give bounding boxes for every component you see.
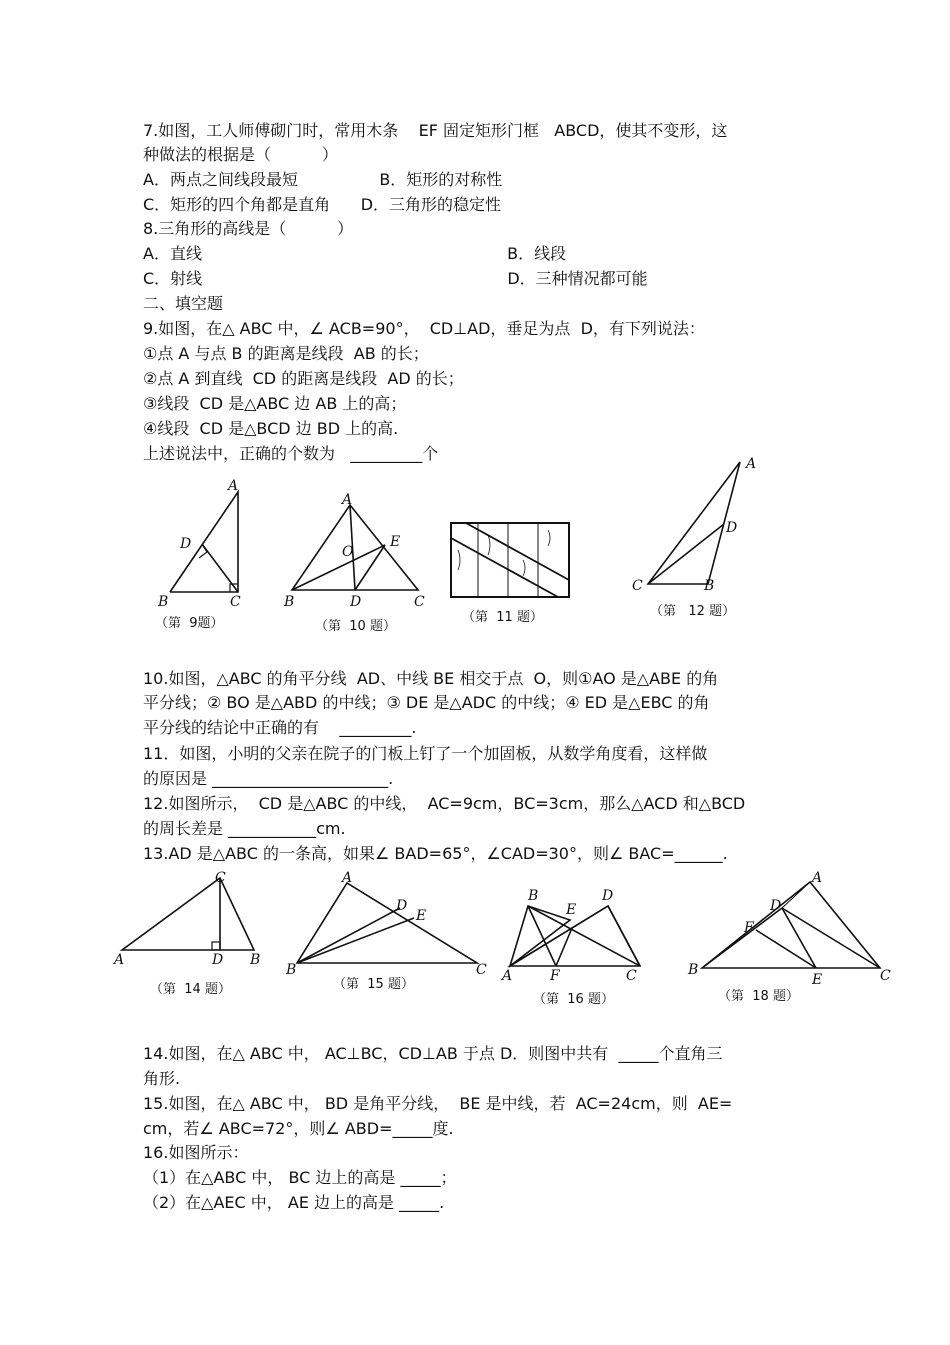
caption-q18: （第 18 题） [718, 989, 799, 1004]
q12-line-2: 的周长差是 ___________cm. [143, 819, 346, 838]
q16-stem: 16.如图所示： [143, 1143, 249, 1162]
q15-line-2: cm，若∠ ABC=72°，则∠ ABD=_____度. [143, 1119, 454, 1138]
q10-line-1: 10.如图，△ABC 的角平分线 AD、中线 BE 相交于点 O，则①AO 是△ABE 的角 [143, 669, 719, 688]
q10-line-2: 平分线；② BO 是△ABD 的中线；③ DE 是△ADC 的中线；④ ED 是△EBC 的角 [143, 693, 710, 712]
caption-q14: （第 14 题） [150, 982, 231, 997]
label-a: A [746, 456, 757, 472]
figure-q16 [500, 884, 650, 984]
label-b: B [688, 962, 699, 978]
label-f: F [550, 968, 560, 984]
label-c: C [215, 870, 226, 886]
caption-q16: （第 16 题） [533, 992, 614, 1007]
label-o: O [342, 544, 354, 560]
q7-line-1: 7.如图，工人师傅砌门时，常用木条 EF 固定矩形门框 ABCD，使其不变形，这 [143, 121, 728, 140]
label-c: C [414, 594, 425, 610]
label-a: A [342, 870, 353, 886]
label-a: A [228, 478, 239, 494]
caption-q15: （第 15 题） [333, 977, 414, 992]
figure-q9 [150, 472, 260, 612]
q7-options-ab: A．两点之间线段最短 B．矩形的对称性 [143, 170, 503, 189]
q13-line: 13.AD 是△ABC 的一条高，如果∠ BAD=65°，∠CAD=30°，则∠ BAC=______. [143, 844, 728, 863]
label-c: C [626, 968, 637, 984]
label-c: C [476, 962, 487, 978]
q7-options-cd: C．矩形的四个角都是直角 D．三角形的稳定性 [143, 195, 502, 214]
q9-stem: 9.如图，在△ ABC 中，∠ ACB=90°， CD⊥AD，垂足为点 D，有下列说法： [143, 319, 705, 338]
q9-statement-4: ④线段 CD 是△BCD 边 BD 上的高. [143, 419, 399, 438]
label-a: A [342, 492, 353, 508]
q11-line-1: 11．如图，小明的父亲在院子的门板上钉了一个加固板，从数学角度看，这样做 [143, 744, 708, 763]
q9-question: 上述说法中，正确的个数为 _________个 [143, 444, 439, 463]
label-a: A [114, 952, 125, 968]
label-d: D [396, 898, 408, 914]
label-e: E [416, 908, 427, 924]
label-b: B [250, 952, 261, 968]
label-e: E [566, 902, 577, 918]
label-c: C [632, 578, 643, 592]
q14-line-1: 14.如图，在△ ABC 中， AC⊥BC，CD⊥AB 于点 D．则图中共有 _____个直角三 [143, 1044, 723, 1063]
label-d: D [180, 536, 192, 552]
label-d: D [726, 520, 738, 536]
label-c: C [880, 968, 891, 984]
label-b: B [528, 888, 539, 904]
q16-part-2: （2）在△AEC 中， AE 边上的高是 _____. [143, 1193, 445, 1212]
label-f: F [744, 920, 754, 936]
caption-q9: （第 9题） [155, 616, 224, 631]
q15-line-1: 15.如图，在△ ABC 中， BD 是角平分线， BE 是中线，若 AC=24cm，则 AE= [143, 1094, 733, 1113]
q11-line-2: 的原因是 ______________________. [143, 769, 394, 788]
q12-line-1: 12.如图所示， CD 是△ABC 的中线， AC=9cm，BC=3cm，那么△ACD 和△BCD [143, 794, 746, 813]
figure-q11-door-board [448, 520, 573, 600]
figure-q15 [282, 868, 492, 978]
q8-options-cd: C．射线 D．三种情况都可能 [143, 269, 648, 288]
label-c: C [230, 594, 241, 610]
q9-statement-1: ①点 A 与点 B 的距离是线段 AB 的长； [143, 344, 429, 363]
label-e: E [812, 972, 823, 988]
label-d: D [602, 888, 614, 904]
figure-q14 [112, 868, 272, 968]
figure-q18 [682, 868, 897, 988]
figure-q10 [280, 490, 430, 615]
caption-q12: （第 12 题） [650, 604, 736, 619]
q9-statement-2: ②点 A 到直线 CD 的距离是线段 AD 的长； [143, 369, 464, 388]
label-d: D [350, 594, 362, 610]
label-b: B [704, 578, 715, 592]
q9-statement-3: ③线段 CD 是△ABC 边 AB 上的高； [143, 394, 407, 413]
q10-line-3: 平分线的结论中正确的有 _________. [143, 718, 417, 737]
q8-options-ab: A．直线 B．线段 [143, 244, 567, 263]
label-d: D [770, 898, 782, 914]
caption-q11: （第 11 题） [462, 610, 543, 625]
label-b: B [158, 594, 169, 610]
q7-line-2: 种做法的根据是（ ） [143, 145, 338, 164]
figure-q12 [628, 452, 768, 592]
label-e: E [390, 534, 401, 550]
q8-stem: 8.三角形的高线是（ ） [143, 219, 354, 238]
q14-line-2: 角形. [143, 1069, 181, 1088]
label-a: A [812, 870, 823, 886]
section-heading-fill-in: 二、填空题 [143, 294, 224, 313]
caption-q10: （第 10 题） [315, 619, 396, 634]
label-d: D [212, 952, 224, 968]
q16-part-1: （1）在△ABC 中， BC 边上的高是 _____； [143, 1168, 457, 1187]
label-b: B [286, 962, 297, 978]
label-a: A [502, 968, 513, 984]
label-b: B [284, 594, 295, 610]
